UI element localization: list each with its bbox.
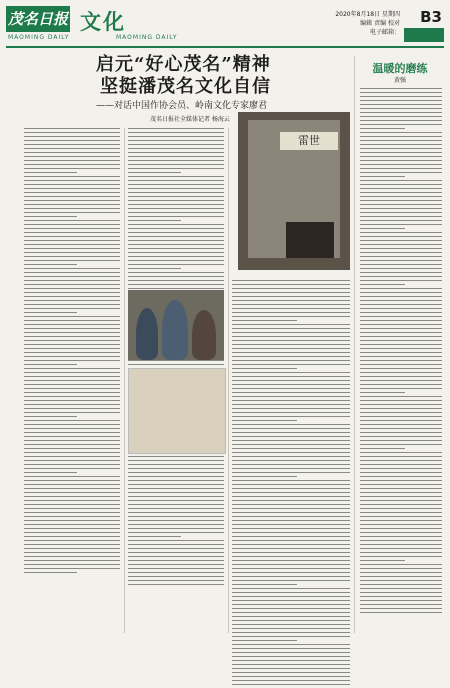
section-english: MAOMING DAILY xyxy=(116,34,178,41)
column-rule xyxy=(124,128,125,633)
section-title: 文化 xyxy=(80,9,126,34)
side-column-text xyxy=(360,88,442,616)
article-column-3 xyxy=(232,280,350,688)
issue-editors: 编辑 责编 校对 xyxy=(360,20,400,27)
masthead-accent xyxy=(404,28,444,42)
column-rule xyxy=(228,128,229,633)
side-column-author: 黄强 xyxy=(393,77,406,84)
building-sign: 雷世 xyxy=(280,132,338,150)
issue-info xyxy=(335,10,400,37)
headline-line-2: 坚挺潘茂名文化自信 xyxy=(100,76,271,97)
column-rule xyxy=(354,56,355,633)
article-column-1 xyxy=(24,128,120,576)
page-number: B3 xyxy=(420,8,442,26)
headline-line-1: 启元“好心茂名”精神 xyxy=(96,54,271,75)
issue-email: 电子邮箱： xyxy=(369,29,400,36)
interview-photo xyxy=(128,290,224,360)
calligraphy-photo xyxy=(128,368,226,454)
logo-english: MAOMING DAILY xyxy=(8,34,70,41)
masthead xyxy=(6,4,444,48)
byline: 茂名日报社全媒体记者 杨海云 xyxy=(150,116,230,123)
building-door xyxy=(286,222,334,258)
issue-date: 2020年8月18日 星期四 xyxy=(335,11,400,18)
temple-photo xyxy=(238,112,350,270)
newspaper-logo: 茂名日报 xyxy=(6,6,70,32)
person xyxy=(162,300,188,360)
subheadline: ——对话中国作协会员、岭南文化专家廖君 xyxy=(96,101,268,111)
side-column-title: 温暖的磨练 xyxy=(372,62,428,75)
person xyxy=(192,310,216,360)
person xyxy=(136,308,158,360)
